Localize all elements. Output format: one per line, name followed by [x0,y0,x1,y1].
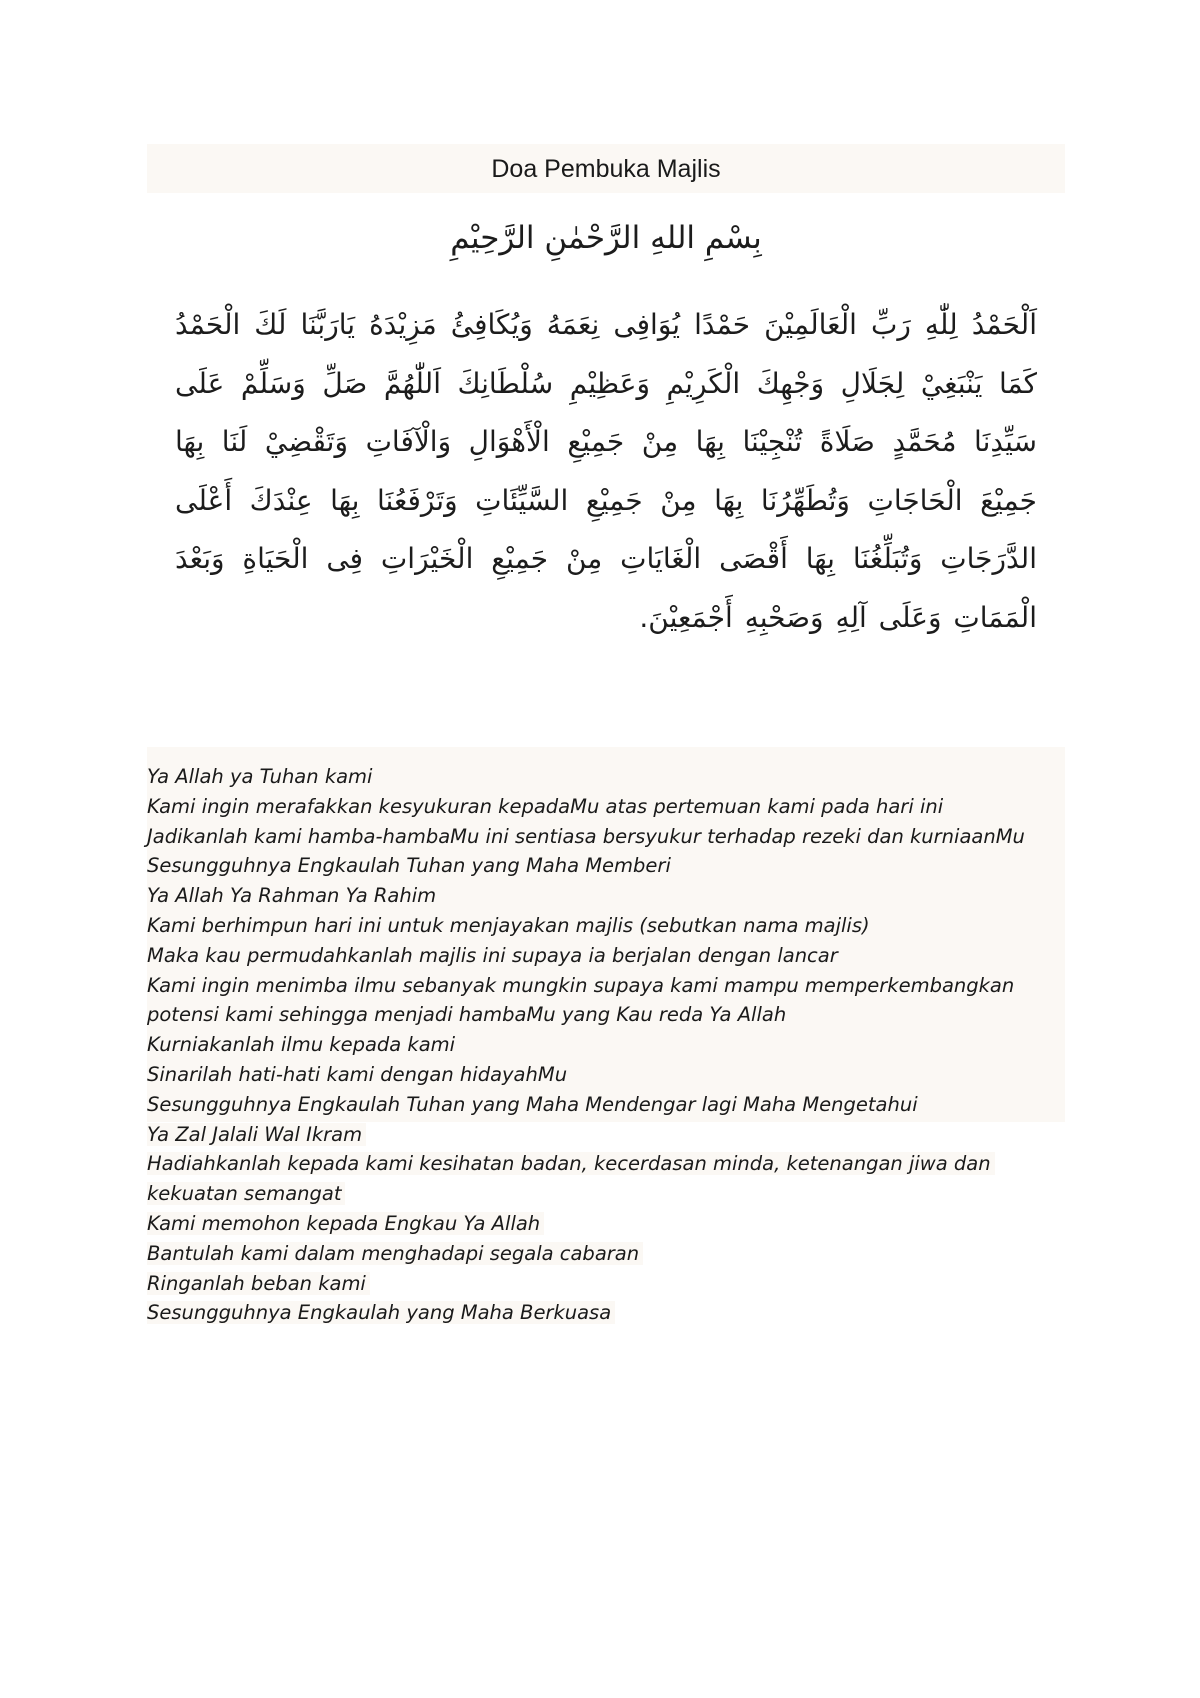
translation-line: Kurniakanlah ilmu kepada kami [147,1033,456,1057]
translation-line: Kami berhimpun hari ini untuk menjayakan majlis (sebutkan nama majlis) [147,913,870,937]
translation-line: Sesungguhnya Engkaulah Tuhan yang Maha Mendengar lagi Maha Mengetahui [147,1092,918,1116]
translation-line: Kami ingin merafakkan kesyukuran kepadaMu atas pertemuan kami pada hari ini [147,794,944,818]
translation-line: Sinarilah hati-hati kami dengan hidayahMu [147,1062,568,1086]
translation-line: Sesungguhnya Engkaulah Tuhan yang Maha Memberi [147,854,671,878]
document-title: Doa Pembuka Majlis [491,155,721,183]
title-band [147,144,1065,193]
basmalah: بِسْمِ اللهِ الرَّحْمٰنِ الرَّحِيْمِ [450,220,762,256]
arabic-prayer-text: اَلْحَمْدُ لِلّٰهِ رَبِّ الْعَالَمِيْنَ حَمْدًا يُوَافِى نِعَمَهُ وَيُكَافِئُ مَزِيْدَهُ يَارَبَّنَا لَكَ الْحَمْدُ كَمَا يَنْبَغِيْ لِجَلَالِ وَجْهِكَ الْكَرِيْمِ وَعَظِيْمِ سُلْطَانِكَ اَللّٰهُمَّ صَلِّ وَسَلِّمْ عَلَى سَيِّدِنَا مُحَمَّدٍ صَلَاةً تُنْجِيْنَا بِهَا مِنْ جَمِيْعِ الْأَهْوَالِ وَالْآفَاتِ وَتَقْضِيْ لَنَا بِهَا جَمِيْعَ الْحَاجَاتِ وَتُطَهِّرُنَا بِهَا مِنْ جَمِيْعِ السَّيِّئَاتِ وَتَرْفَعُنَا بِهَا عِنْدَكَ أَعْلَى الدَّرَجَاتِ وَتُبَلِّغُنَا بِهَا أَقْصَى الْغَايَاتِ مِنْ جَمِيْعِ الْخَيْرَاتِ فِى الْحَيَاةِ وَبَعْدَ الْمَمَاتِ وَعَلَى آلِهِ وَصَحْبِهِ أَجْمَعِيْنَ. [175,308,1037,634]
translation-line: potensi kami sehingga menjadi hambaMu yang Kau reda Ya Allah [147,1003,787,1027]
translation-line: Ya Allah Ya Rahman Ya Rahim [147,884,437,908]
translation-line: kekuatan semangat [147,1182,345,1205]
translation-line: Kami ingin menimba ilmu sebanyak mungkin supaya kami mampu memperkembangkan [147,973,1015,997]
translation-line: Maka kau permudahkanlah majlis ini supaya ia berjalan dengan lancar [147,943,838,967]
translation-line: Ringanlah beban kami [147,1272,370,1295]
translation-block [147,762,1077,1328]
translation-line: Ya Zal Jalali Wal Ikram [147,1123,366,1146]
translation-line: Hadiahkanlah kepada kami kesihatan badan, kecerdasan minda, ketenangan jiwa dan [147,1152,995,1175]
translation-line: Kami memohon kepada Engkau Ya Allah [147,1212,544,1235]
translation-line: Jadikanlah kami hamba-hambaMu ini sentiasa bersyukur terhadap rezeki dan kurniaanMu [147,824,1025,848]
translation-line: Bantulah kami dalam menghadapi segala cabaran [147,1242,643,1265]
translation-line: Ya Allah ya Tuhan kami [147,765,373,788]
translation-line: Sesungguhnya Engkaulah yang Maha Berkuasa [147,1301,615,1324]
